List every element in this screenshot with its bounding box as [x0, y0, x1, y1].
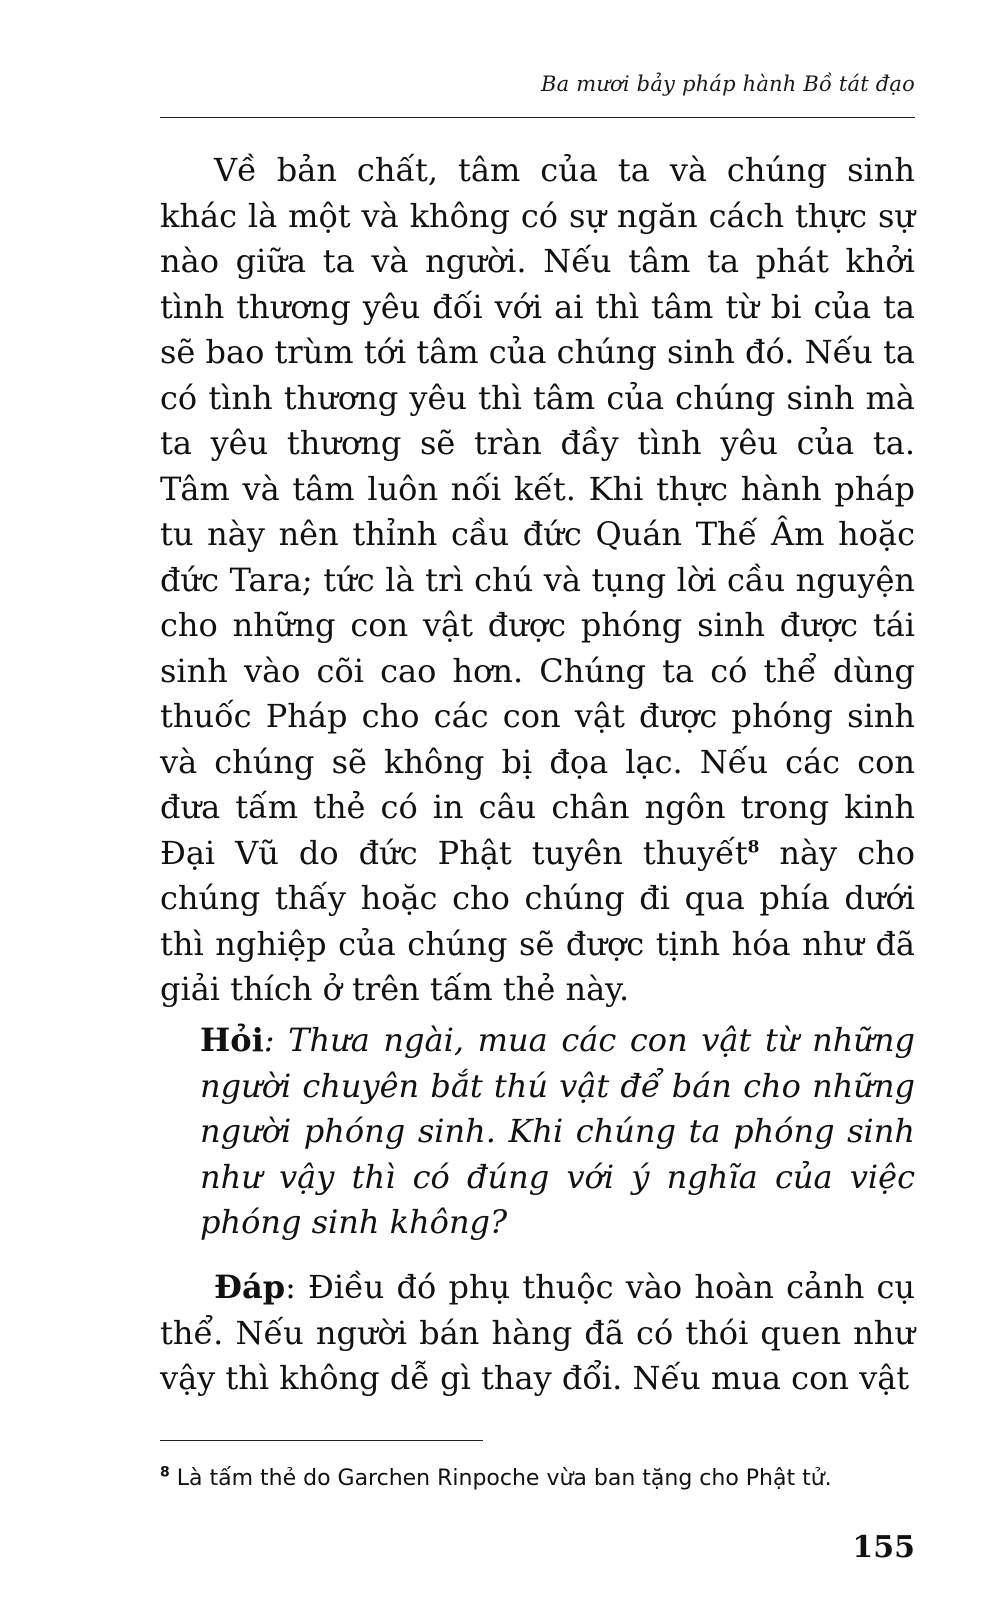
header-divider — [160, 117, 915, 118]
running-header: Ba mươi bảy pháp hành Bồ tát đạo — [540, 72, 915, 96]
page-number: 155 — [852, 1530, 915, 1565]
footnote-number: 8 — [160, 1464, 170, 1481]
body-paragraph — [160, 148, 915, 1013]
question-text: : Thưa ngài, mua các con vật từ những người chuyên bắt thú vật để bán cho những người phóng sinh. Khi chúng ta phóng sinh như vậy thì có đúng với ý nghĩa của việc phóng sinh không? — [200, 1021, 915, 1241]
answer-label: Đáp — [214, 1268, 286, 1306]
answer-text: : Điều đó phụ thuộc vào hoàn cảnh cụ thể. Nếu người bán hàng đã có thói quen như vậy thì không dễ gì thay đổi. Nếu mua con vật — [160, 1268, 915, 1397]
question-paragraph — [200, 1018, 915, 1246]
footnote-divider — [160, 1440, 483, 1441]
question-label: Hỏi — [200, 1021, 264, 1059]
footnote-text: Là tấm thẻ do Garchen Rinpoche vừa ban tặng cho Phật tử. — [169, 1466, 832, 1491]
paragraph-text-before-ref: Về bản chất, tâm của ta và chúng sinh khác là một và không có sự ngăn cách thực sự nào giữa ta và người. Nếu tâm ta phát khởi tình thương yêu đối với ai thì tâm từ bi của ta sẽ bao trùm tới tâm của chúng sinh đó. Nếu ta có tình thương yêu thì tâm của chúng sinh mà ta yêu thương sẽ tràn đầy tình yêu của ta. Tâm và tâm luôn nối kết. Khi thực hành pháp tu này nên thỉnh cầu đức Quán Thế Âm hoặc đức Tara; tức là trì chú và tụng lời cầu nguyện cho những con vật được phóng sinh được tái sinh vào cõi cao hơn. Chúng ta có thể dùng thuốc Pháp cho các con vật được phóng sinh và chúng sẽ không bị đọa lạc. Nếu các con đưa tấm thẻ có in câu chân ngôn trong kinh Đại Vũ do đức Phật tuyên thuyết — [160, 151, 915, 872]
footnote-reference[interactable]: 8 — [747, 836, 760, 857]
paragraph-text-after-ref: này cho chúng thấy hoặc cho chúng đi qua phía dưới thì nghiệp của chúng sẽ được tịnh hóa như đã giải thích ở trên tấm thẻ này. — [160, 833, 916, 1008]
footnote — [160, 1464, 915, 1494]
answer-paragraph — [160, 1265, 915, 1402]
